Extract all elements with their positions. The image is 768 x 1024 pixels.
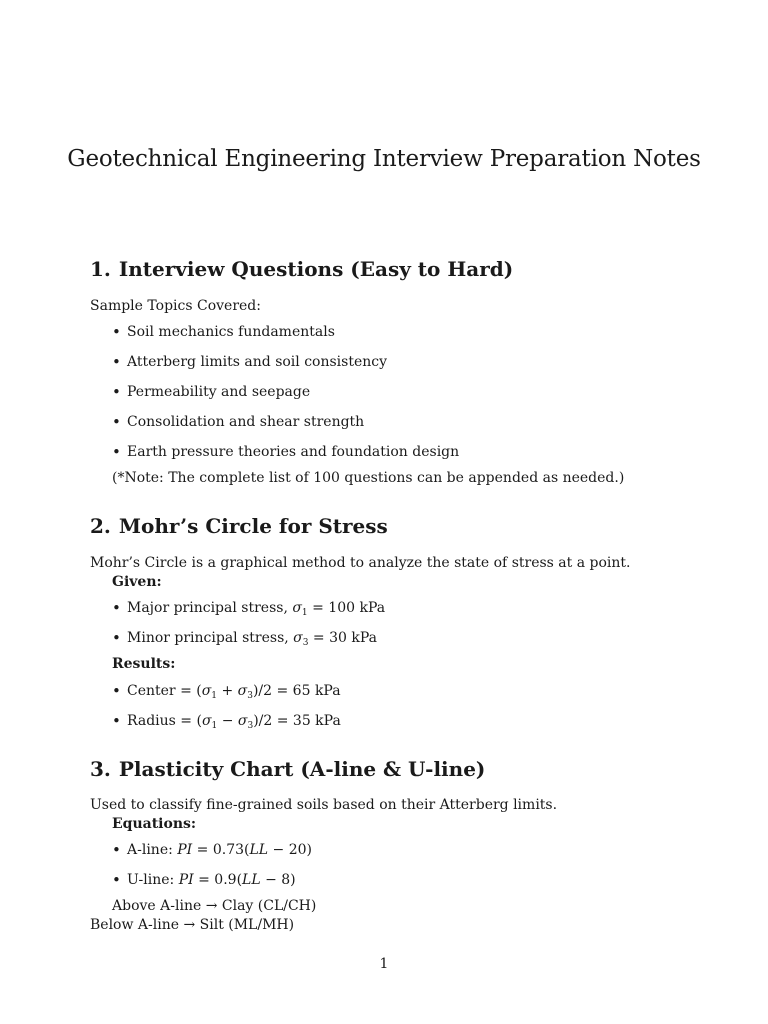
equation-coefficient: = 0.9( <box>193 872 243 888</box>
result-value: = 35 kPa <box>272 713 341 729</box>
given-text: Major principal stress, <box>127 600 293 616</box>
section-2-number: 2. <box>90 514 111 538</box>
list-item: • Earth pressure theories and foundation design <box>112 443 459 473</box>
ll-variable: LL <box>242 872 261 888</box>
document-title: Geotechnical Engineering Interview Preparation Notes <box>67 146 701 172</box>
section-2-title: Mohr’s Circle for Stress <box>118 514 388 538</box>
section-1-number: 1. <box>90 257 111 281</box>
pi-variable: PI <box>177 842 193 858</box>
equation-coefficient: = 0.73( <box>192 842 250 858</box>
section-3-heading <box>90 757 485 781</box>
section-2-intro: Mohr’s Circle is a graphical method to analyze the state of stress at a point. <box>90 555 631 571</box>
result-text: Radius = <box>127 713 197 729</box>
equation-label: U-line: <box>127 872 179 888</box>
ll-variable: LL <box>249 842 269 858</box>
list-item <box>112 712 341 742</box>
subscript: 3 <box>302 638 309 648</box>
section-2-heading <box>90 514 388 538</box>
result-formula: $(\sigma_1 + \sigma_3)/2$ <box>196 683 273 701</box>
subscript: 1 <box>301 608 308 618</box>
list-item <box>112 841 312 871</box>
pi-variable: PI <box>178 872 194 888</box>
section-3-intro: Used to classify fine-grained soils based on their Atterberg limits. <box>90 797 558 813</box>
given-label: Given: <box>112 574 162 590</box>
equations-list <box>112 841 312 901</box>
topics-list <box>112 323 459 473</box>
section-3-title: Plasticity Chart (A-line & U-line) <box>118 757 486 781</box>
given-value: = 30 kPa <box>308 630 377 646</box>
equation-tail: − 8) <box>260 872 296 888</box>
section-1-note: (*Note: The complete list of 100 questions can be appended as needed.) <box>112 470 625 486</box>
equation-label: A-line: <box>127 842 178 858</box>
list-item: • Permeability and seepage <box>112 383 459 413</box>
result-value: = 65 kPa <box>272 683 341 699</box>
result-formula: $(\sigma_1 - \sigma_3)/2$ <box>196 713 273 731</box>
section-3-number: 3. <box>90 757 111 781</box>
list-item: • Consolidation and shear strength <box>112 413 459 443</box>
list-item: • Soil mechanics fundamentals <box>112 323 459 353</box>
section-1-title: Interview Questions (Easy to Hard) <box>118 257 514 281</box>
equation-tail: − 20) <box>268 842 312 858</box>
below-a-line-text: Below A-line → Silt (ML/MH) <box>90 917 295 933</box>
result-text: Center = <box>127 683 197 699</box>
results-label: Results: <box>112 656 176 672</box>
above-a-line-text: Above A-line → Clay (CL/CH) <box>112 898 317 914</box>
list-item: • Atterberg limits and soil consistency <box>112 353 459 383</box>
list-item <box>112 599 385 629</box>
sigma-symbol: σ <box>293 630 303 646</box>
section-1-heading <box>90 257 513 281</box>
list-item <box>112 682 341 712</box>
sigma-symbol: σ <box>292 600 302 616</box>
given-value: = 100 kPa <box>307 600 386 616</box>
section-1-intro: Sample Topics Covered: <box>90 298 261 314</box>
given-text: Minor principal stress, <box>127 630 294 646</box>
given-list <box>112 599 385 659</box>
results-list <box>112 682 341 742</box>
equations-label: Equations: <box>112 816 197 832</box>
page-number: 1 <box>379 956 389 972</box>
